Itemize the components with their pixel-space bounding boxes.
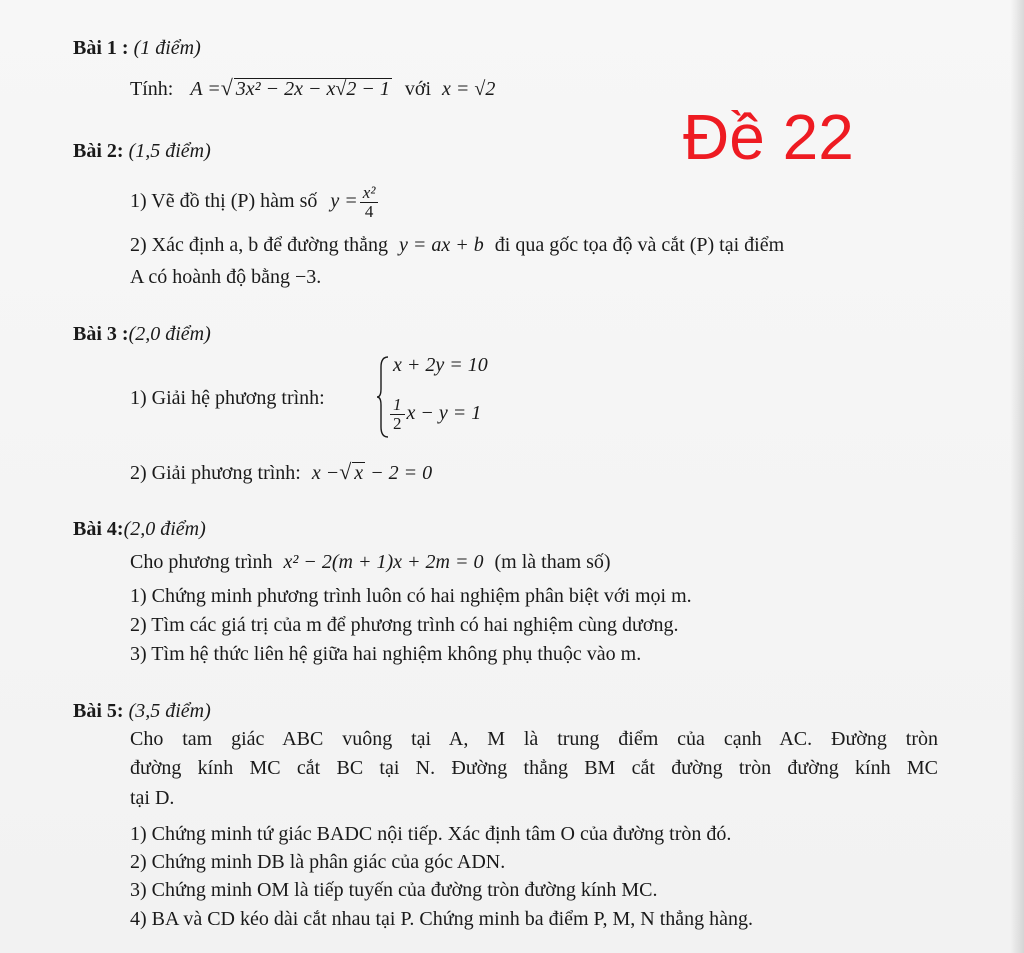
bai4-header [73, 517, 206, 541]
bai1-question: Tính: A =√ 3x² − 2x − x√2 − 1 với x = √2 [130, 75, 496, 100]
bai4-intro-expr: x² − 2(m + 1)x + 2m = 0 [283, 551, 484, 573]
bai3-q1-text: 1) Giải hệ phương trình: [130, 387, 325, 409]
bai5-para-line-3: tại D. [130, 787, 175, 809]
bai3-q2-radicand: x [354, 462, 364, 484]
bai1-points: (1 điểm) [133, 37, 201, 59]
bai4-heading: Bài 4: [73, 518, 124, 540]
bai3-header [73, 322, 211, 346]
bai5-heading: Bài 5: [73, 700, 124, 722]
bai3-heading: Bài 3 : [73, 323, 129, 345]
bai3-eq2-denominator: 2 [393, 414, 402, 433]
bai2-q2-line2: A có hoành độ bằng −3. [130, 266, 322, 288]
bai5-para-line-1: Cho tam giác ABC vuông tại A, M là trung điểm của cạnh AC. Đường tròn [130, 728, 938, 750]
bai2-points: (1,5 điểm) [128, 140, 211, 162]
bai4-intro-b: (m là tham số) [494, 551, 611, 573]
bai5-item-2: 2) Chứng minh DB là phân giác của góc ADN. [130, 851, 506, 873]
bai5-header [73, 699, 211, 723]
bai3-q2-expr-a: x − [311, 462, 340, 484]
page-edge-shadow [1010, 0, 1024, 953]
bai5-item-1: 1) Chứng minh tứ giác BADC nội tiếp. Xác định tâm O của đường tròn đó. [130, 823, 732, 845]
exam-title: Đề 22 [683, 101, 854, 173]
bai2-header [73, 139, 211, 163]
bai2-q2-text-b: đi qua gốc tọa độ và cắt (P) tại điểm [494, 234, 785, 256]
bai1-expr-lhs: A [190, 78, 203, 100]
bai4-item-3: 3) Tìm hệ thức liên hệ giữa hai nghiệm không phụ thuộc vào m. [130, 643, 642, 665]
bai5-item-3: 3) Chứng minh OM là tiếp tuyến của đường tròn đường kính MC. [130, 879, 658, 901]
bai2-q2-text-a: 2) Xác định a, b để đường thẳng [130, 234, 389, 256]
bai2-heading: Bài 2: [73, 140, 124, 162]
bai1-x-value: x = √2 [442, 78, 496, 100]
bai4-item-2: 2) Tìm các giá trị của m để phương trình có hai nghiệm cùng dương. [130, 614, 679, 636]
bai5-item-4: 4) BA và CD kéo dài cắt nhau tại P. Chứng minh ba điểm P, M, N thẳng hàng. [130, 908, 753, 930]
bai3-points: (2,0 điểm) [128, 323, 211, 345]
bai4-points: (2,0 điểm) [123, 518, 206, 540]
bai5-para-line-2: đường kính MC cắt BC tại N. Đường thẳng BM cắt đường tròn đường kính MC [130, 757, 938, 779]
bai3-eq2-numerator: 1 [390, 396, 405, 415]
bai1-heading: Bài 1 : [73, 37, 129, 59]
bai4-intro [130, 550, 611, 574]
bai2-q2-expr: y = ax + b [399, 234, 484, 256]
bai2-q2 [130, 233, 784, 257]
bai3-eq2-rest: x − y = 1 [406, 402, 482, 425]
bai3-eq1: x + 2y = 10 [393, 354, 488, 376]
bai3-eq2 [388, 396, 481, 433]
bai3-q2-expr-b: − 2 = 0 [370, 462, 433, 484]
bai1-expr-radicand: 3x² − 2x − x√2 − 1 [235, 78, 390, 100]
bai2-q1-numerator: x² [360, 184, 379, 203]
bai4-item-1: 1) Chứng minh phương trình luôn có hai nghiệm phân biệt với mọi m. [130, 585, 692, 607]
bai2-q1-denominator: 4 [364, 202, 374, 221]
bai2-q1-text: 1) Vẽ đồ thị (P) hàm số [130, 190, 318, 213]
bai4-intro-a: Cho phương trình [130, 551, 273, 573]
bai2-q1-fraction [360, 184, 379, 221]
bai2-q1: 1) Vẽ đồ thị (P) hàm số y = $\frac{\text{x²}}{4}$ [130, 184, 380, 221]
bai3-eq2-fraction [390, 396, 405, 433]
bai3-q2-text: 2) Giải phương trình: [130, 462, 301, 484]
bai1-header [73, 36, 201, 60]
bai1-voi: với [404, 78, 432, 100]
bai3-q2: 2) Giải phương trình: x −√ x − 2 = 0 [130, 459, 433, 484]
bai1-tinh: Tính: [130, 78, 174, 100]
bai5-points: (3,5 điểm) [128, 700, 211, 722]
